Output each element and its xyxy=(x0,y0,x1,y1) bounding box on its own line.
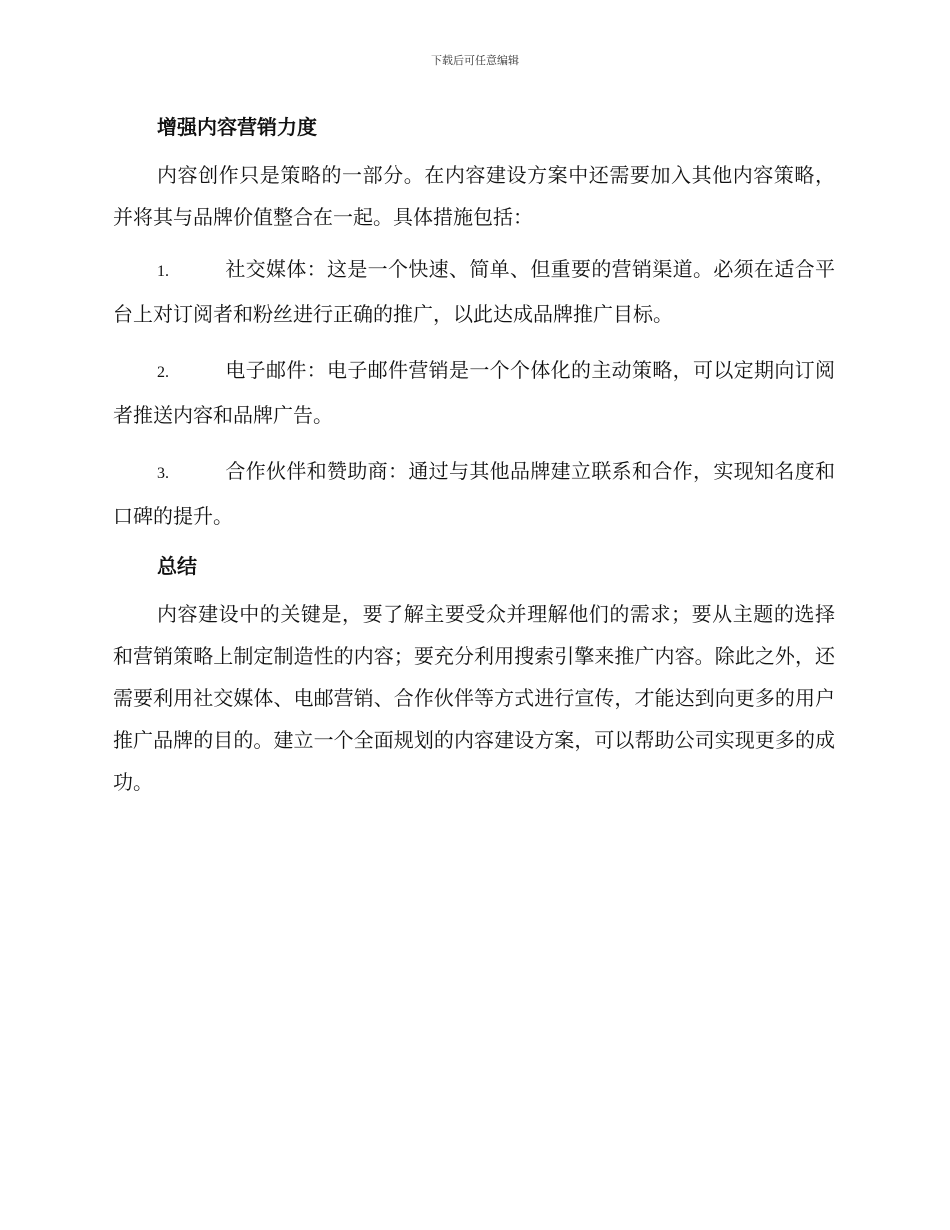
list-item-number: 1. xyxy=(157,263,169,280)
list-item-text: 合作伙伴和赞助商：通过与其他品牌建立联系和合作，实现知名度和口碑的提升。 xyxy=(113,459,835,528)
section-intro-paragraph: 内容创作只是策略的一部分。在内容建设方案中还需要加入其他内容策略，并将其与品牌价值整合在一起。具体措施包括： xyxy=(113,163,835,229)
section-heading-summary: 总结 xyxy=(157,554,197,578)
list-item-text: 电子邮件：电子邮件营销是一个个体化的主动策略，可以定期向订阅者推送内容和品牌广告。 xyxy=(113,358,835,427)
list-item-number: 3. xyxy=(157,465,169,482)
document-body xyxy=(113,112,835,813)
list-item xyxy=(113,450,835,537)
summary-paragraph: 内容建设中的关键是，要了解主要受众并理解他们的需求；要从主题的选择和营销策略上制定制造性的内容；要充分利用搜索引擎来推广内容。除此之外，还需要利用社交媒体、电邮营销、合作伙伴等方式进行宣传，才能达到向更多的用户推广品牌的目的。建立一个全面规划的内容建设方案，可以帮助公司实现更多的成功。 xyxy=(113,602,835,794)
list-item-text: 社交媒体：这是一个快速、简单、但重要的营销渠道。必须在适合平台上对订阅者和粉丝进行正确的推广，以此达成品牌推广目标。 xyxy=(113,257,835,326)
section-heading-content-marketing: 增强内容营销力度 xyxy=(157,115,317,139)
list-item-number: 2. xyxy=(157,364,169,381)
list-item xyxy=(113,349,835,436)
list-item xyxy=(113,248,835,335)
page-header: 下载后可任意编辑 xyxy=(431,54,519,67)
